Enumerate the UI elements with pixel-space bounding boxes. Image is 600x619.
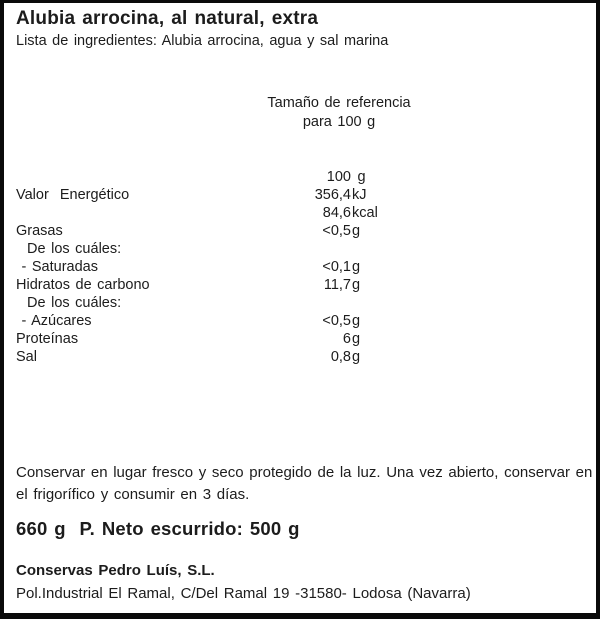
nutrient-number [284, 240, 351, 258]
nutrition-row-fat-of-which [16, 240, 576, 258]
nutrient-unit: g [352, 349, 361, 365]
nutrient-value [284, 330, 360, 348]
nutrition-row-protein [16, 330, 576, 348]
nutrient-label: De los cuáles: [16, 295, 122, 311]
nutrient-unit: g [352, 313, 361, 329]
nutrient-value [284, 276, 360, 294]
nutrient-number: <0,5 [322, 223, 351, 239]
nutrient-unit: g [352, 277, 361, 293]
nutrient-value [284, 312, 360, 330]
nutrient-number: 356,4 [314, 187, 351, 203]
column-header-value [284, 168, 366, 186]
net-weight-line: 660 g P. Neto escurrido: 500 g [16, 518, 300, 539]
nutrient-value [284, 294, 352, 312]
nutrient-value [284, 240, 352, 258]
column-header-unit: g [352, 169, 366, 185]
nutrition-row-energy-kcal [16, 204, 576, 222]
ingredients-line: Lista de ingredientes: Alubia arrocina, agua y sal marina [16, 33, 389, 49]
reference-size-block [239, 94, 439, 132]
nutrient-number: <0,1 [322, 259, 351, 275]
reference-size-line2: para 100 g [302, 114, 376, 130]
nutrient-number: 84,6 [322, 205, 351, 221]
nutrient-value [284, 258, 360, 276]
nutrient-label [16, 168, 284, 186]
nutrition-row-carb-of-which [16, 294, 576, 312]
reference-size-line1: Tamaño de referencia [267, 95, 411, 111]
nutrient-label [16, 204, 284, 222]
nutrient-label: - Azúcares [16, 313, 92, 329]
nutrition-column-header-row [16, 168, 576, 186]
nutrient-label: Valor Energético [16, 187, 130, 203]
nutrition-row-energy-kj [16, 186, 576, 204]
nutrient-unit: kJ [352, 187, 367, 203]
manufacturer-address: Pol.Industrial El Ramal, C/Del Ramal 19 -31580- Lodosa (Navarra) [16, 585, 471, 602]
nutrient-unit: g [352, 259, 361, 275]
nutrient-value [284, 348, 360, 366]
nutrient-unit: g [352, 223, 361, 239]
nutrient-number: <0,5 [322, 313, 351, 329]
nutrient-label: - Saturadas [16, 259, 98, 275]
nutrient-number: 11,7 [323, 277, 351, 293]
nutrient-unit [351, 294, 352, 312]
column-header-number: 100 [326, 169, 351, 185]
nutrient-value [284, 222, 360, 240]
storage-instructions: Conservar en lugar fresco y seco protegido de la luz. Una vez abierto, conservar en el frigorífico y consumir en 3 días. [16, 464, 593, 503]
nutrient-unit [351, 240, 352, 258]
product-title: Alubia arrocina, al natural, extra [16, 8, 319, 29]
nutrient-unit: g [352, 331, 361, 347]
nutrition-row-salt [16, 348, 576, 366]
manufacturer-name: Conservas Pedro Luís, S.L. [16, 562, 215, 579]
nutrient-label: Hidratos de carbono [16, 277, 150, 293]
nutrient-label: De los cuáles: [16, 241, 122, 257]
nutrient-label: Sal [16, 349, 37, 365]
nutrient-label: Proteínas [16, 331, 79, 347]
nutrient-unit: kcal [352, 205, 378, 221]
nutrient-value [284, 186, 367, 204]
nutrition-row-fat [16, 222, 576, 240]
nutrient-number [284, 294, 351, 312]
nutrition-row-saturates [16, 258, 576, 276]
nutrition-row-carbohydrate [16, 276, 576, 294]
nutrition-row-sugars [16, 312, 576, 330]
nutrient-label: Grasas [16, 223, 63, 239]
nutrient-number: 0,8 [330, 349, 351, 365]
nutrient-number: 6 [342, 331, 351, 347]
nutrient-value [284, 204, 378, 222]
nutrition-table [16, 168, 576, 366]
